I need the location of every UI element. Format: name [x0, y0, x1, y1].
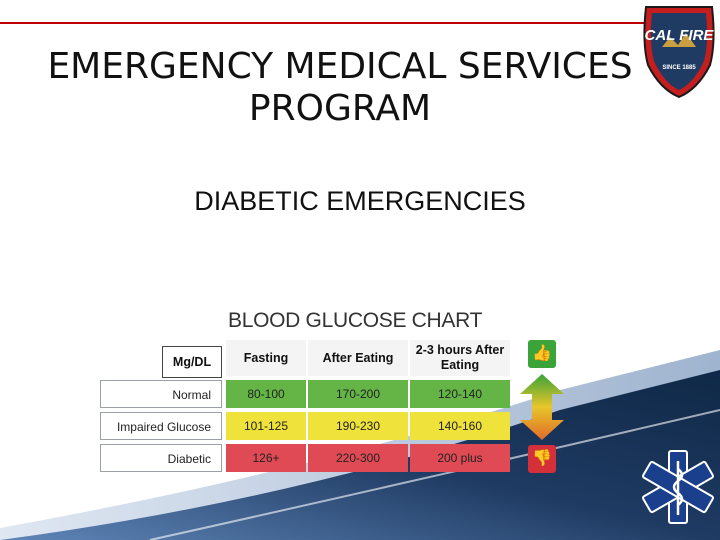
- row-label-impaired: Impaired Glucose: [100, 412, 222, 440]
- cal-fire-logo: [640, 3, 718, 99]
- thumbs-down-icon: 👎: [528, 445, 556, 473]
- slide-title: [30, 46, 650, 130]
- slide-title-line1: EMERGENCY MEDICAL SERVICES: [47, 46, 633, 87]
- cell-diabetic-two-three-hours: 200 plus: [410, 444, 510, 472]
- header-two-three-hours: 2-3 hours After Eating: [410, 340, 510, 376]
- cell-impaired-two-three-hours: 140-160: [410, 412, 510, 440]
- title-rule: [0, 22, 655, 24]
- cell-normal-after-eating: 170-200: [308, 380, 408, 408]
- cell-normal-fasting: 80-100: [226, 380, 306, 408]
- cell-diabetic-after-eating: 220-300: [308, 444, 408, 472]
- star-of-life-icon: [640, 447, 716, 527]
- cell-normal-two-three-hours: 120-140: [410, 380, 510, 408]
- logo-main-text: CAL FIRE: [644, 27, 714, 44]
- logo-since-text: SINCE 1885: [662, 65, 696, 71]
- header-mgdl: Mg/DL: [162, 346, 222, 378]
- cell-diabetic-fasting: 126+: [226, 444, 306, 472]
- row-label-normal: Normal: [100, 380, 222, 408]
- cell-impaired-after-eating: 190-230: [308, 412, 408, 440]
- slide-subtitle: DIABETIC EMERGENCIES: [194, 186, 526, 216]
- up-down-arrow-icon: [518, 372, 566, 442]
- chart-title: BLOOD GLUCOSE CHART: [228, 309, 483, 332]
- row-label-diabetic: Diabetic: [100, 444, 222, 472]
- header-fasting: Fasting: [226, 340, 306, 376]
- header-after-eating: After Eating: [308, 340, 408, 376]
- cell-impaired-fasting: 101-125: [226, 412, 306, 440]
- slide-title-line2: PROGRAM: [248, 88, 432, 129]
- thumbs-up-icon: 👍: [528, 340, 556, 368]
